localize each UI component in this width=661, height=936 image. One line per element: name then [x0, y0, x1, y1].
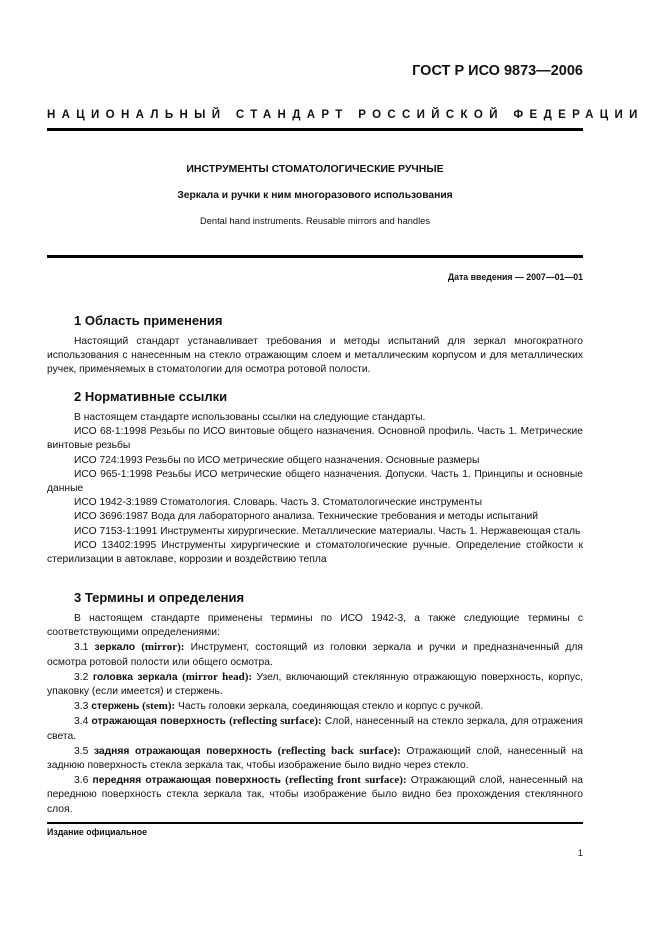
term-definition — [47, 670, 583, 699]
term-english: (mirror head): — [182, 670, 253, 683]
reference-item: ИСО 13402:1995 Инструменты хирургические и стоматологические ручные. Определение стойкости к стерилизации в автоклаве, коррозии и воздействию тепла — [47, 539, 583, 566]
term-text: Отражающий слой, нанесенный на переднюю поверхность стекла зеркала так, чтобы изображение было видно без прохождения стеклянного слоя. — [47, 775, 583, 815]
term-name: передняя отражающая поверхность — [92, 775, 281, 787]
term-number: 3.1 — [74, 642, 89, 654]
term-number: 3.6 — [74, 775, 89, 787]
term-number: 3.2 — [74, 671, 89, 683]
reference-item: ИСО 965-1:1998 Резьбы ИСО метрические общего назначения. Допуски. Часть 1. Принципы и основные данные — [47, 468, 583, 495]
document-title: ИНСТРУМЕНТЫ СТОМАТОЛОГИЧЕСКИЕ РУЧНЫЕ — [186, 163, 444, 175]
section-normative-references — [47, 387, 583, 567]
paragraph: В настоящем стандарте использованы ссылки на следующие стандарты. — [74, 412, 426, 423]
term-number: 3.5 — [74, 745, 89, 757]
term-definition — [47, 714, 583, 743]
term-english: (mirror): — [141, 641, 185, 654]
document-subtitle: Зеркала и ручки к ним многоразового использования — [177, 190, 453, 201]
term-text: Часть головки зеркала, соединяющая стекло и корпус с ручкой. — [178, 701, 484, 713]
section-heading: 2 Нормативные ссылки — [74, 389, 228, 404]
reference-item: ИСО 68-1:1998 Резьбы по ИСО винтовые общего назначения. Основной профиль. Часть 1. Метрические винтовые резьбы — [47, 426, 583, 452]
term-definition — [47, 773, 583, 817]
term-text: Узел, включающий стеклянную отражающую поверхность, корпус, упаковку (если имеется) и стержень. — [47, 671, 583, 698]
paragraph: Настоящий стандарт устанавливает требования и методы испытаний для зеркал многократного использования с нанесенным на стекло отражающим слоем и металлическим корпусом и для металлических ручек, применяемых в стоматологии для осмотра ротовой полости. — [47, 336, 583, 376]
paragraph: В настоящем стандарте применены термины по ИСО 1942-3, а также следующие термины с соответствующими определениями: — [47, 613, 583, 639]
term-definition — [47, 640, 583, 669]
term-name: зеркало — [94, 642, 136, 654]
footer-rule — [47, 822, 583, 824]
term-name: головка зеркала — [92, 671, 178, 683]
term-text: Слой, нанесенный на стекло зеркала, для отражения света. — [47, 716, 583, 742]
term-definition — [47, 699, 583, 714]
official-edition-label: Издание официальное — [47, 827, 147, 837]
term-english: (reflecting surface): — [229, 715, 322, 728]
term-number: 3.4 — [74, 716, 89, 728]
term-text: Отражающий слой, нанесенный на заднюю поверхность стекла зеркала так, чтобы изображение было видно через стекло. — [47, 745, 583, 772]
reference-item: ИСО 724:1993 Резьбы по ИСО метрические общего назначения. Основные размеры — [74, 454, 480, 466]
document-code: ГОСТ Р ИСО 9873—2006 — [412, 63, 583, 79]
english-title: Dental hand instruments. Reusable mirrors and handles — [200, 216, 430, 226]
section-scope — [47, 311, 583, 378]
introduction-date: Дата введения — 2007—01—01 — [447, 272, 583, 282]
section-heading: 3 Термины и определения — [74, 590, 245, 605]
term-name: отражающая поверхность — [91, 716, 226, 728]
reference-item: ИСО 7153-1:1991 Инструменты хирургические. Металлические материалы. Часть 1. Нержавеющая сталь — [74, 525, 581, 537]
reference-item: ИСО 3696:1987 Вода для лабораторного анализа. Технические требования и методы испытаний — [74, 511, 539, 523]
page-number: 1 — [577, 848, 583, 859]
term-name: стержень — [91, 701, 140, 713]
term-english: (reflecting front surface): — [285, 774, 407, 787]
term-number: 3.3 — [74, 701, 89, 713]
title-rule — [47, 255, 583, 258]
section-heading: 1 Область применения — [74, 313, 223, 328]
top-rule — [47, 128, 583, 131]
national-standard-banner: НАЦИОНАЛЬНЫЙ СТАНДАРТ РОССИЙСКОЙ ФЕДЕРАЦИИ — [47, 109, 644, 121]
term-english: (reflecting back surface): — [277, 744, 401, 757]
term-definition — [47, 744, 583, 773]
section-terms-definitions — [47, 588, 583, 817]
term-name: задняя отражающая поверхность — [93, 745, 272, 757]
term-english: (stem): — [142, 700, 176, 713]
reference-item: ИСО 1942-3:1989 Стоматология. Словарь. Часть 3. Стоматологические инструменты — [74, 497, 483, 509]
term-text: Инструмент, состоящий из головки зеркала и ручки и предназначенный для осмотра ротовой полости или общего осмотра. — [47, 642, 583, 668]
